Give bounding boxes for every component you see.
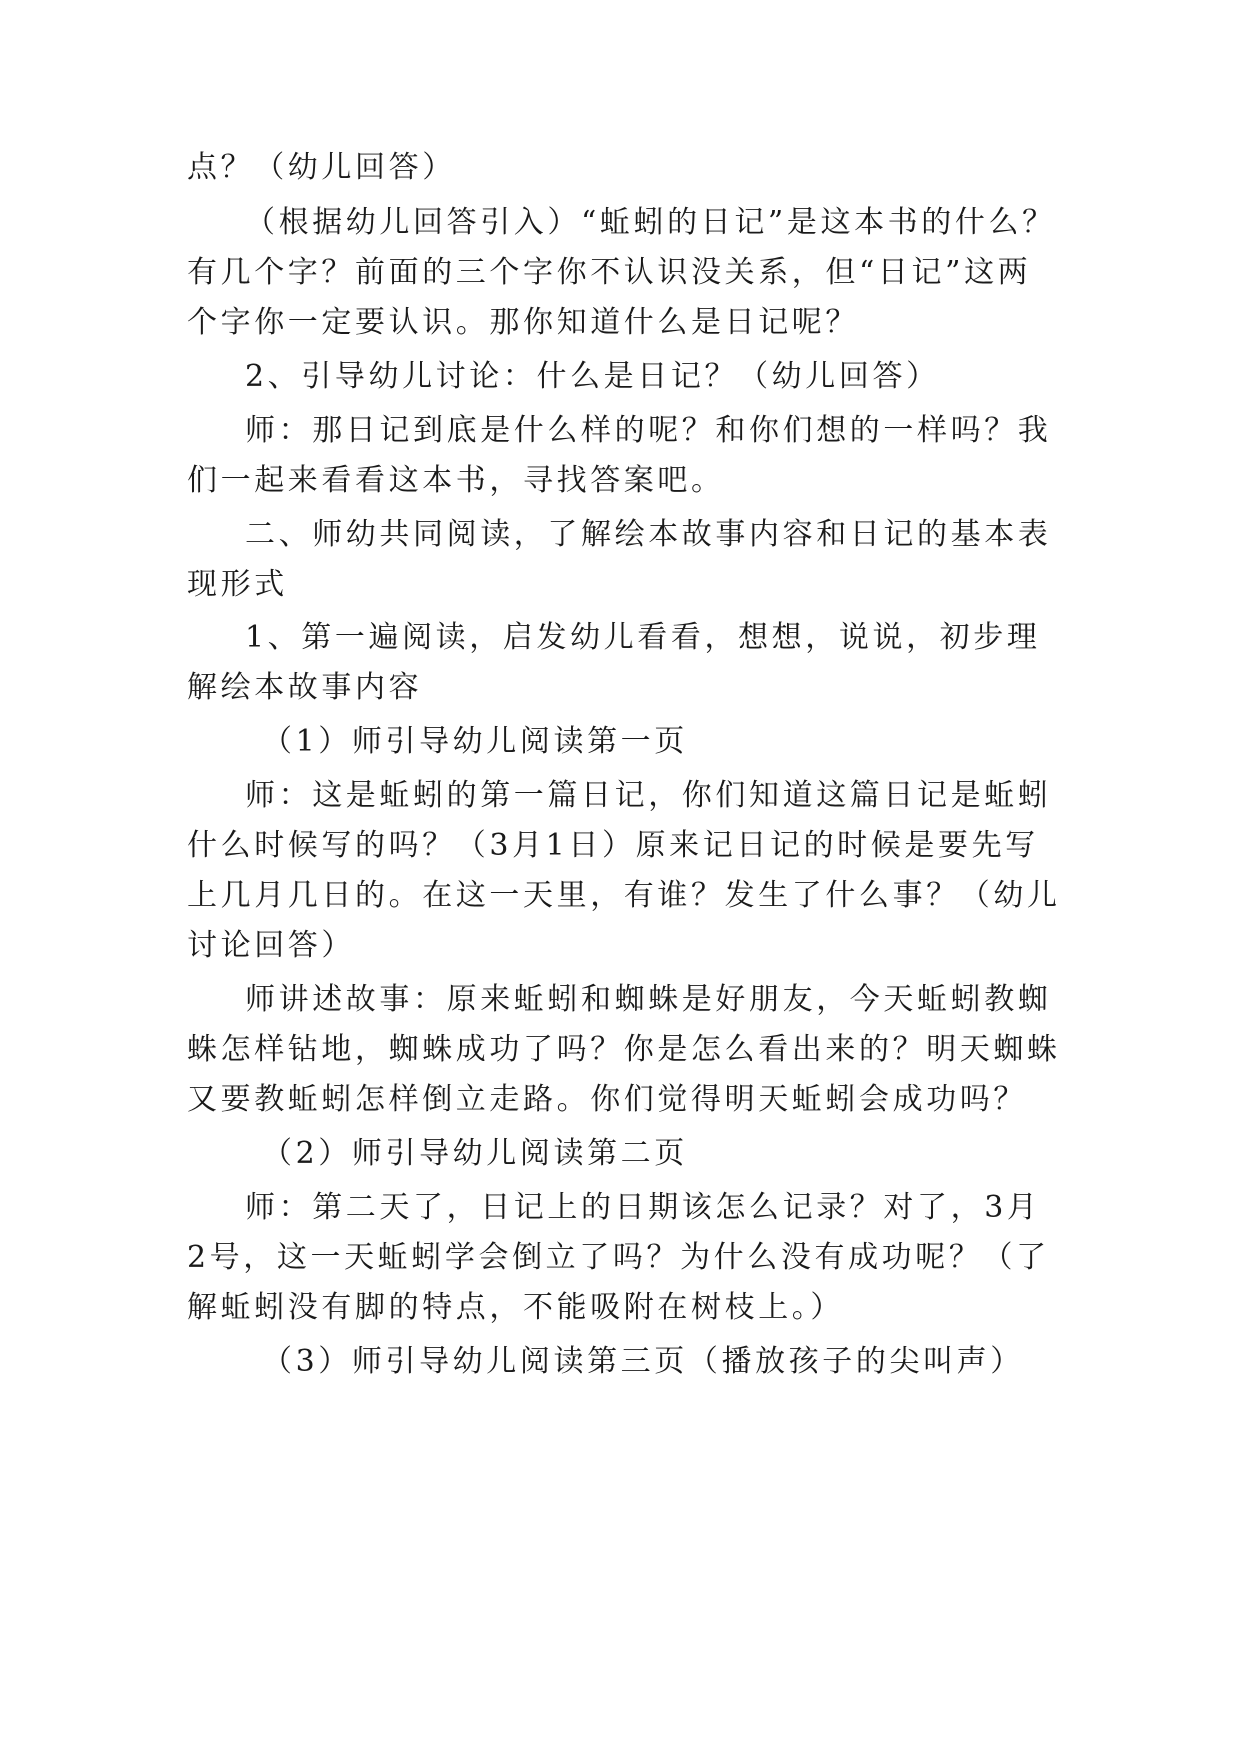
text-line: 师讲述故事：原来蚯蚓和蜘蛛是好朋友，今天蚯蚓教蜘 [245,982,1052,1017]
subsection-heading: （2）师引导幼儿阅读第二页 [262,1136,688,1171]
subsection-heading: （1）师引导幼儿阅读第一页 [262,724,688,759]
section-heading: 现形式 [187,567,288,602]
text-line: 解绘本故事内容 [187,670,423,705]
text-line: 们一起来看看这本书，寻找答案吧。 [187,463,725,498]
text-line: 点？（幼儿回答） [187,150,456,185]
text-line: 又要教蚯蚓怎样倒立走路。你们觉得明天蚯蚓会成功吗？ [187,1082,1027,1117]
subsection-heading: （3）师引导幼儿阅读第三页（播放孩子的尖叫声） [262,1344,1024,1379]
section-heading: 二、师幼共同阅读，了解绘本故事内容和日记的基本表 [245,517,1052,552]
text-line: 什么时候写的吗？（3月1日）原来记日记的时候是要先写 [187,828,1039,863]
text-line: （根据幼儿回答引入）“蚯蚓的日记”是这本书的什么？ [245,205,1056,240]
text-line: 师：第二天了，日记上的日期该怎么记录？对了，3月 [245,1190,1041,1225]
text-line: 个字你一定要认识。那你知道什么是日记呢？ [187,305,859,340]
text-line: 上几月几日的。在这一天里，有谁？发生了什么事？（幼儿 [187,878,1061,913]
text-line: 师：那日记到底是什么样的呢？和你们想的一样吗？我 [245,413,1052,448]
text-line: 1、第一遍阅读，启发幼儿看看，想想，说说，初步理 [245,620,1041,655]
text-line: 师：这是蚯蚓的第一篇日记，你们知道这篇日记是蚯蚓 [245,778,1052,813]
text-line: 2号，这一天蚯蚓学会倒立了吗？为什么没有成功呢？（了 [187,1240,1050,1275]
text-line: 讨论回答） [187,928,355,963]
text-line: 蛛怎样钻地，蜘蛛成功了吗？你是怎么看出来的？明天蜘蛛 [187,1032,1061,1067]
text-line: 解蚯蚓没有脚的特点，不能吸附在树枝上。） [187,1290,844,1325]
text-line: 有几个字？前面的三个字你不认识没关系，但“日记”这两 [187,255,1032,290]
text-line: 2、引导幼儿讨论：什么是日记？（幼儿回答） [245,359,940,394]
